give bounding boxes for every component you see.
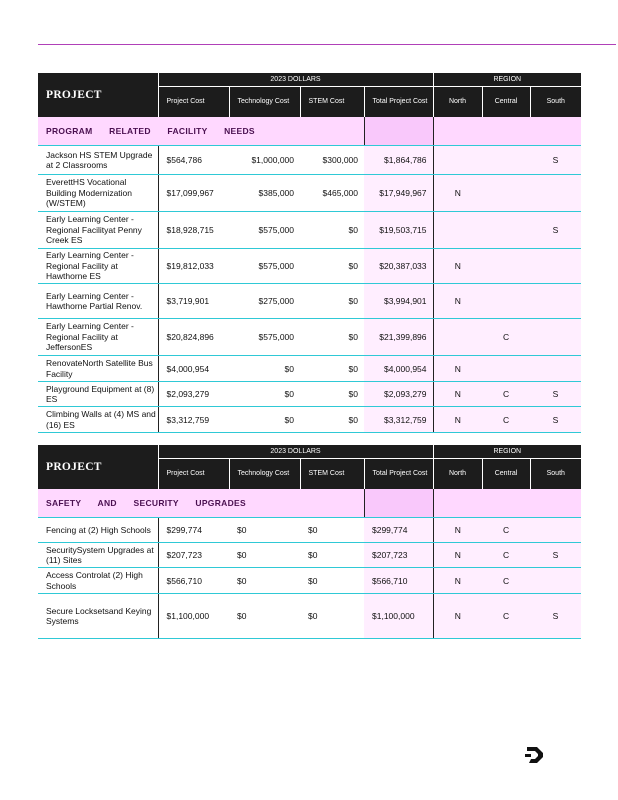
total-cost-cell: $21,399,896 xyxy=(364,319,433,356)
section-fill xyxy=(530,117,581,146)
total-cost-cell: $566,710 xyxy=(364,568,433,594)
region-central-cell: C xyxy=(482,568,530,594)
stem-cost-cell: $0 xyxy=(300,594,364,639)
section-fill xyxy=(530,489,581,518)
region-central-cell xyxy=(482,284,530,319)
project-header: PROJECT xyxy=(38,73,158,117)
region-north-cell: N xyxy=(433,382,482,407)
col-technology-cost: Technology Cost xyxy=(229,87,300,118)
section-fill xyxy=(433,117,482,146)
total-cost-cell: $1,864,786 xyxy=(364,146,433,175)
safety-security-table xyxy=(38,445,581,639)
stem-cost-cell: $0 xyxy=(300,382,364,407)
col-south: South xyxy=(530,459,581,490)
project-name: Fencing at (2) High Schools xyxy=(38,518,158,543)
top-rule xyxy=(38,44,616,45)
technology-cost-cell: $385,000 xyxy=(229,175,300,212)
project-cost-cell: $4,000,954 xyxy=(158,356,229,382)
region-north-cell: N xyxy=(433,284,482,319)
stem-cost-cell: $0 xyxy=(300,284,364,319)
project-cost-cell: $564,786 xyxy=(158,146,229,175)
region-north-cell xyxy=(433,146,482,175)
region-north-cell: N xyxy=(433,356,482,382)
table-row xyxy=(38,175,581,212)
project-name: Early Learning Center - Regional Facility at JeffersonES xyxy=(38,319,158,356)
project-cost-cell: $566,710 xyxy=(158,568,229,594)
total-cost-cell: $2,093,279 xyxy=(364,382,433,407)
region-north-cell: N xyxy=(433,543,482,568)
project-cost-cell: $2,093,279 xyxy=(158,382,229,407)
technology-cost-cell: $0 xyxy=(229,543,300,568)
project-name: Playground Equipment at (8) ES xyxy=(38,382,158,407)
project-header: PROJECT xyxy=(38,445,158,489)
dollars-header: 2023 DOLLARS xyxy=(158,445,433,459)
dollars-header: 2023 DOLLARS xyxy=(158,73,433,87)
stem-cost-cell: $465,000 xyxy=(300,175,364,212)
col-stem-cost: STEM Cost xyxy=(300,87,364,118)
col-total-cost: Total Project Cost xyxy=(364,459,433,490)
program-facility-table xyxy=(38,73,581,433)
region-south-cell: S xyxy=(530,543,581,568)
section-fill xyxy=(482,117,530,146)
table-row xyxy=(38,212,581,249)
project-name: RenovateNorth Satellite Bus Facility xyxy=(38,356,158,382)
project-cost-cell: $20,824,896 xyxy=(158,319,229,356)
table-body xyxy=(38,146,581,433)
project-cost-cell: $18,928,715 xyxy=(158,212,229,249)
stem-cost-cell: $0 xyxy=(300,518,364,543)
table-row xyxy=(38,568,581,594)
project-name: Early Learning Center - Regional Facilityat Penny Creek ES xyxy=(38,212,158,249)
project-cost-cell: $17,099,967 xyxy=(158,175,229,212)
col-north: North xyxy=(433,459,482,490)
technology-cost-cell: $575,000 xyxy=(229,319,300,356)
project-name: Access Controlat (2) High Schools xyxy=(38,568,158,594)
table-row xyxy=(38,356,581,382)
region-north-cell xyxy=(433,319,482,356)
table-row xyxy=(38,382,581,407)
project-name: Early Learning Center - Hawthorne Partial Renov. xyxy=(38,284,158,319)
district-logo-icon xyxy=(525,745,547,765)
region-south-cell xyxy=(530,284,581,319)
total-cost-cell: $17,949,967 xyxy=(364,175,433,212)
region-south-cell xyxy=(530,518,581,543)
table-row xyxy=(38,407,581,433)
total-cost-cell: $19,503,715 xyxy=(364,212,433,249)
section-fill xyxy=(364,117,433,146)
region-south-cell xyxy=(530,249,581,284)
table-row xyxy=(38,543,581,568)
stem-cost-cell: $0 xyxy=(300,212,364,249)
region-central-cell: C xyxy=(482,407,530,433)
region-central-cell xyxy=(482,175,530,212)
project-name: SecuritySystem Upgrades at (11) Sites xyxy=(38,543,158,568)
col-stem-cost: STEM Cost xyxy=(300,459,364,490)
technology-cost-cell: $0 xyxy=(229,518,300,543)
total-cost-cell: $1,100,000 xyxy=(364,594,433,639)
project-cost-cell: $3,312,759 xyxy=(158,407,229,433)
region-central-cell: C xyxy=(482,518,530,543)
technology-cost-cell: $0 xyxy=(229,594,300,639)
region-central-cell: C xyxy=(482,543,530,568)
region-north-cell: N xyxy=(433,407,482,433)
section-title: PROGRAM RELATED FACILITY NEEDS xyxy=(38,117,364,146)
region-south-cell: S xyxy=(530,594,581,639)
project-cost-cell: $1,100,000 xyxy=(158,594,229,639)
col-central: Central xyxy=(482,87,530,118)
technology-cost-cell: $275,000 xyxy=(229,284,300,319)
section-fill xyxy=(433,489,482,518)
region-south-cell xyxy=(530,356,581,382)
region-north-cell: N xyxy=(433,568,482,594)
table-body xyxy=(38,518,581,639)
region-north-cell xyxy=(433,212,482,249)
region-south-cell: S xyxy=(530,382,581,407)
region-central-cell xyxy=(482,146,530,175)
section-fill xyxy=(482,489,530,518)
region-south-cell: S xyxy=(530,407,581,433)
region-south-cell xyxy=(530,568,581,594)
region-central-cell: C xyxy=(482,382,530,407)
section-title: SAFETY AND SECURITY UPGRADES xyxy=(38,489,364,518)
stem-cost-cell: $0 xyxy=(300,249,364,284)
region-south-cell xyxy=(530,319,581,356)
section-fill xyxy=(364,489,433,518)
region-central-cell: C xyxy=(482,594,530,639)
stem-cost-cell: $0 xyxy=(300,568,364,594)
stem-cost-cell: $0 xyxy=(300,543,364,568)
technology-cost-cell: $0 xyxy=(229,568,300,594)
region-north-cell: N xyxy=(433,518,482,543)
region-header: REGION xyxy=(433,73,581,87)
table-row xyxy=(38,594,581,639)
total-cost-cell: $299,774 xyxy=(364,518,433,543)
region-central-cell xyxy=(482,212,530,249)
region-south-cell xyxy=(530,175,581,212)
col-total-cost: Total Project Cost xyxy=(364,87,433,118)
stem-cost-cell: $300,000 xyxy=(300,146,364,175)
table-row xyxy=(38,319,581,356)
region-north-cell: N xyxy=(433,249,482,284)
project-name: EverettHS Vocational Building Modernization (W/STEM) xyxy=(38,175,158,212)
col-project-cost: Project Cost xyxy=(158,459,229,490)
stem-cost-cell: $0 xyxy=(300,319,364,356)
total-cost-cell: $3,994,901 xyxy=(364,284,433,319)
technology-cost-cell: $575,000 xyxy=(229,212,300,249)
col-central: Central xyxy=(482,459,530,490)
region-north-cell: N xyxy=(433,594,482,639)
region-north-cell: N xyxy=(433,175,482,212)
col-north: North xyxy=(433,87,482,118)
region-header: REGION xyxy=(433,445,581,459)
col-south: South xyxy=(530,87,581,118)
region-central-cell xyxy=(482,249,530,284)
total-cost-cell: $20,387,033 xyxy=(364,249,433,284)
col-project-cost: Project Cost xyxy=(158,87,229,118)
technology-cost-cell: $0 xyxy=(229,356,300,382)
technology-cost-cell: $0 xyxy=(229,407,300,433)
technology-cost-cell: $575,000 xyxy=(229,249,300,284)
technology-cost-cell: $0 xyxy=(229,382,300,407)
project-name: Jackson HS STEM Upgrade at 2 Classrooms xyxy=(38,146,158,175)
col-technology-cost: Technology Cost xyxy=(229,459,300,490)
table-row xyxy=(38,518,581,543)
region-central-cell xyxy=(482,356,530,382)
project-name: Secure Locksetsand Keying Systems xyxy=(38,594,158,639)
stem-cost-cell: $0 xyxy=(300,407,364,433)
total-cost-cell: $207,723 xyxy=(364,543,433,568)
total-cost-cell: $3,312,759 xyxy=(364,407,433,433)
region-central-cell: C xyxy=(482,319,530,356)
project-name: Climbing Walls at (4) MS and (16) ES xyxy=(38,407,158,433)
stem-cost-cell: $0 xyxy=(300,356,364,382)
project-cost-cell: $19,812,033 xyxy=(158,249,229,284)
table-row xyxy=(38,146,581,175)
region-south-cell: S xyxy=(530,146,581,175)
project-cost-cell: $207,723 xyxy=(158,543,229,568)
project-cost-cell: $3,719,901 xyxy=(158,284,229,319)
table-row xyxy=(38,284,581,319)
project-cost-cell: $299,774 xyxy=(158,518,229,543)
project-name: Early Learning Center - Regional Facility at Hawthorne ES xyxy=(38,249,158,284)
technology-cost-cell: $1,000,000 xyxy=(229,146,300,175)
total-cost-cell: $4,000,954 xyxy=(364,356,433,382)
region-south-cell: S xyxy=(530,212,581,249)
table-row xyxy=(38,249,581,284)
